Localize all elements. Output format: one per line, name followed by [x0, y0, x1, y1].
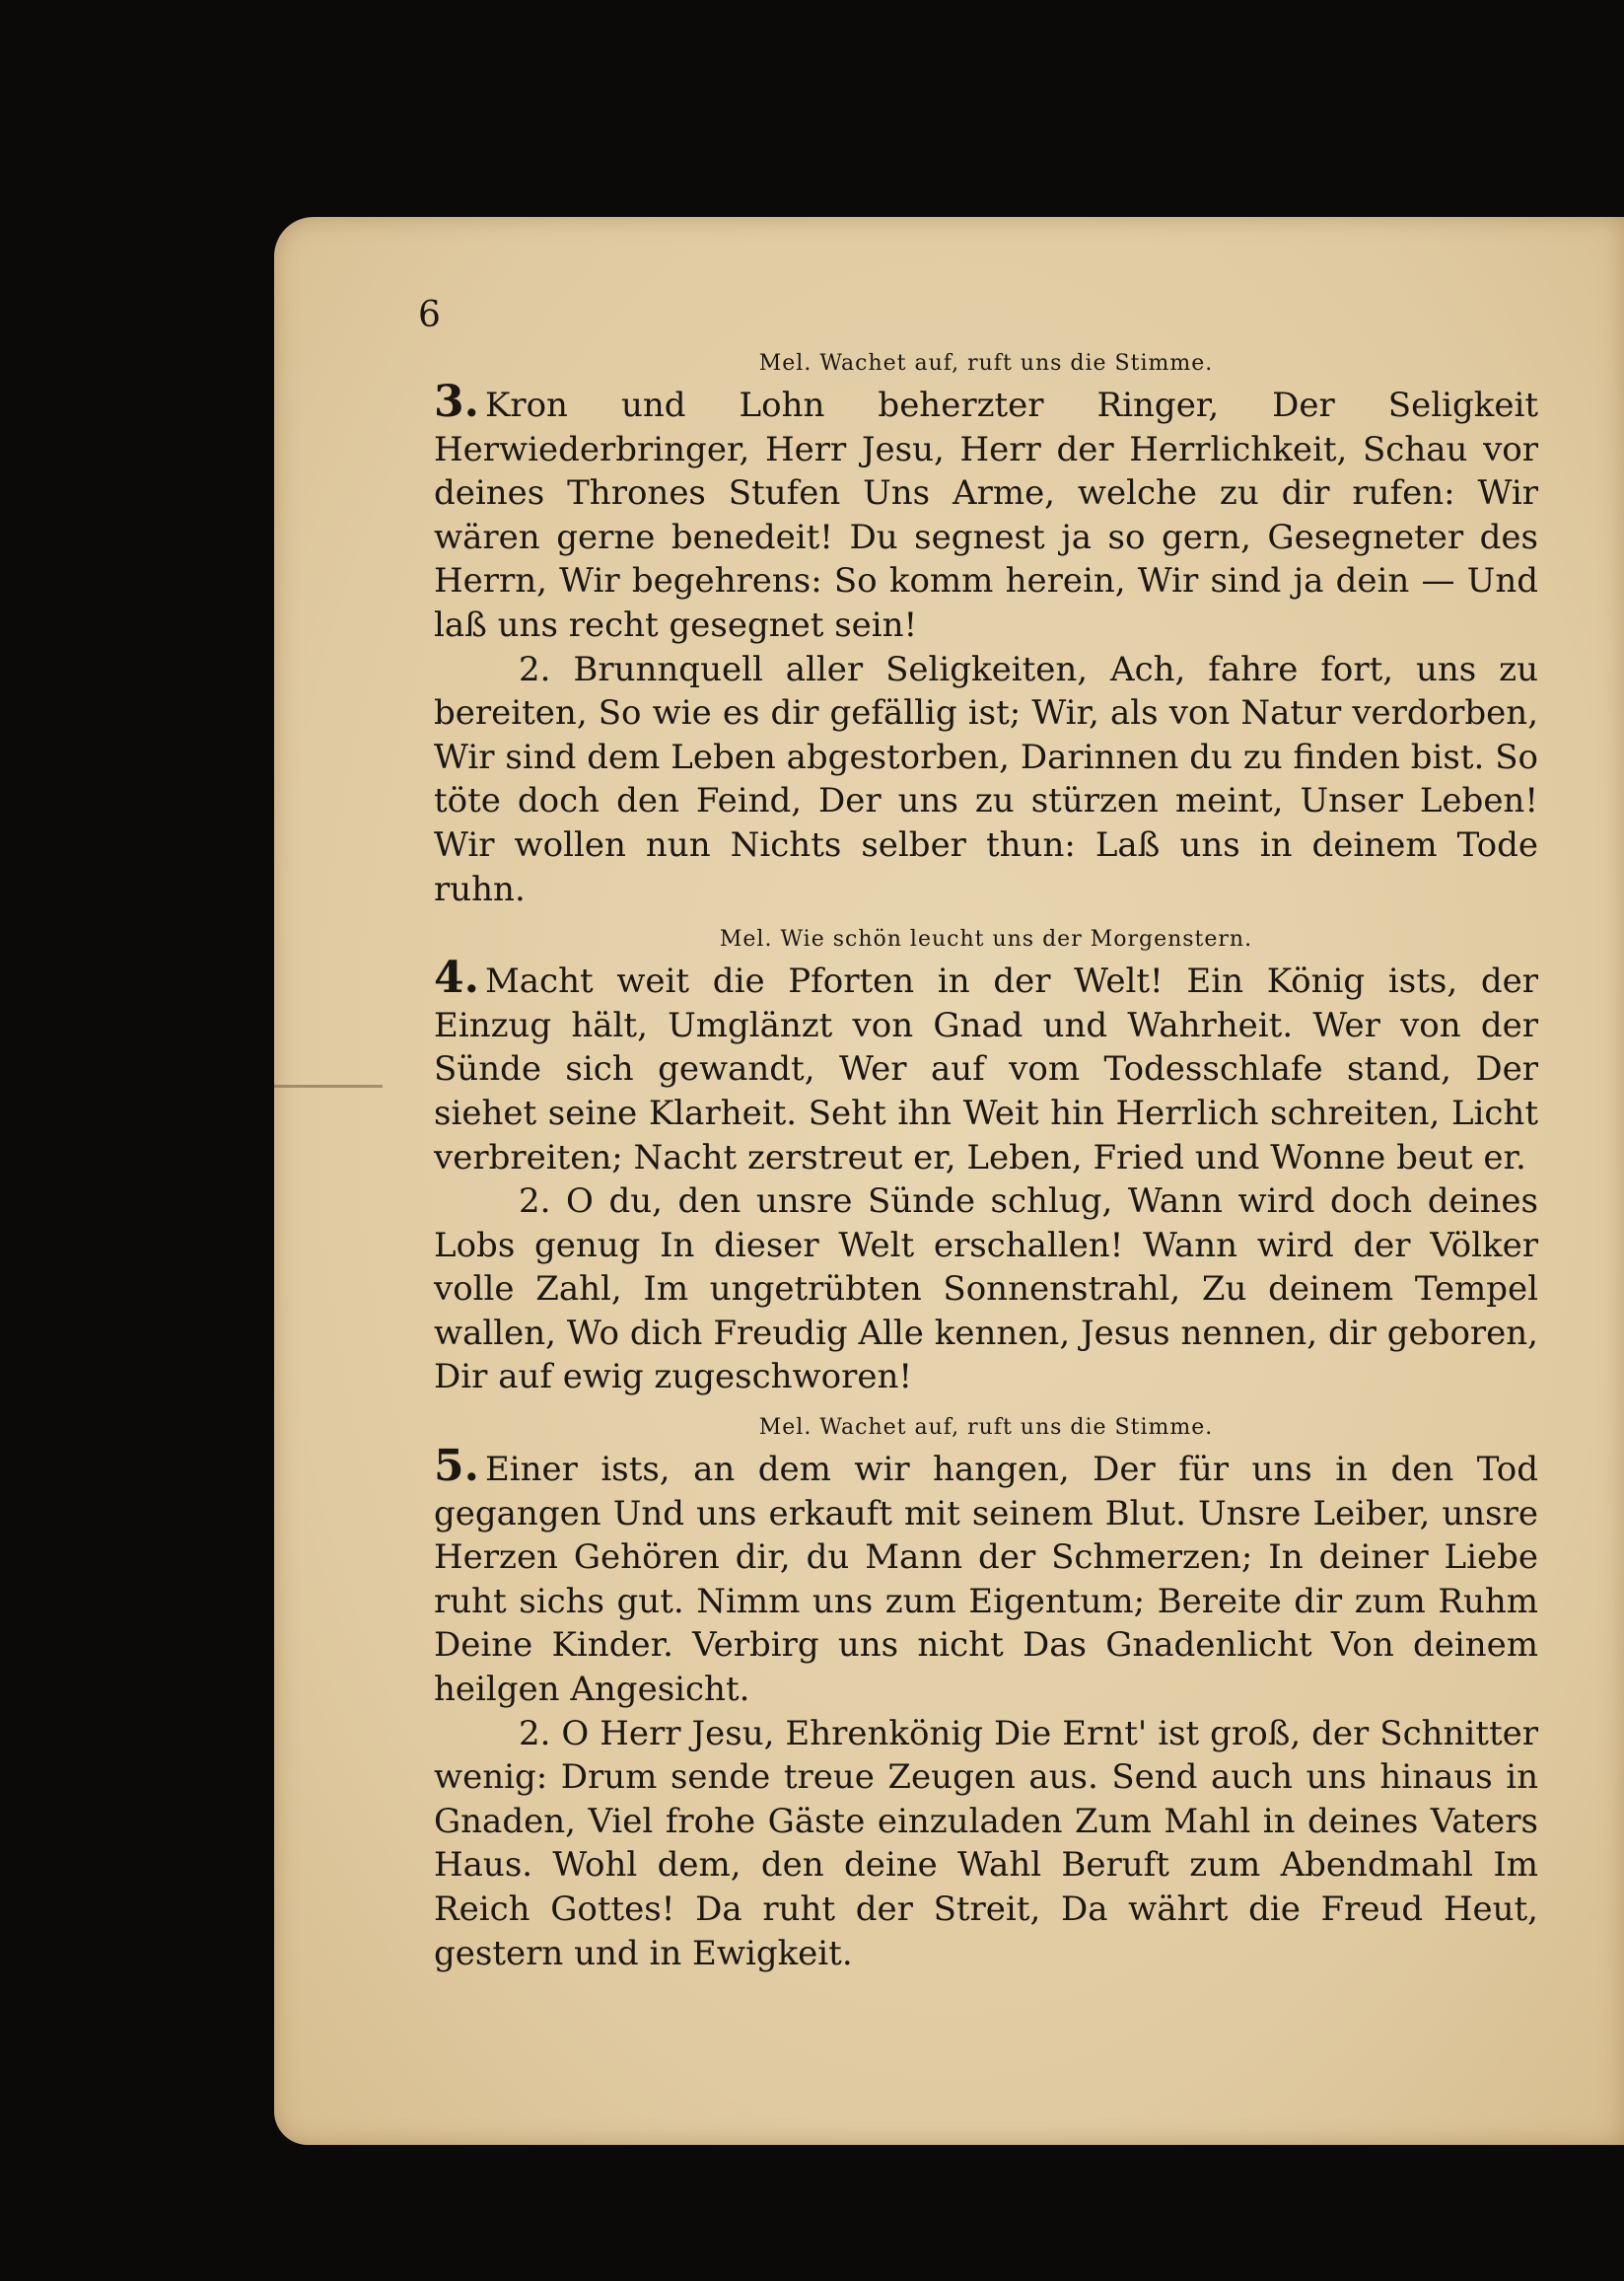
page-text — [418, 286, 1538, 1975]
verse-text — [434, 377, 1538, 648]
melody-line: Mel. Wachet auf, ruft uns die Stimme. — [758, 1415, 1214, 1441]
verse-text — [434, 1441, 1538, 1712]
stanza-1: Kron und Lohn beherzter Ringer, Der Seligkeit Herwiederbringer, Herr Jesu, Herr der Herrlichkeit, Schau vor deines Thrones Stufen Uns Arme, welche zu dir rufen: Wir wären gerne benedeit! Du segnest ja so gern, Gesegneter des Herrn, Wir begehrens: So komm herein, Wir sind ja dein — Und laß uns recht gesegnet sein! — [434, 386, 1538, 645]
verse-number: 4. — [434, 953, 479, 1004]
hymn-section-5 — [434, 1411, 1538, 1975]
melody-line: Mel. Wachet auf, ruft uns die Stimme. — [758, 351, 1214, 376]
verse-text — [434, 953, 1538, 1179]
stanza-1: Einer ists, an dem wir hangen, Der für uns in den Tod gegangen Und uns erkauft mit seinem Blut. Unsre Leiber, unsre Herzen Gehören dir, du Mann der Schmerzen; In deiner Liebe ruht sichs gut. Nimm uns zum Eigentum; Bereite dir zum Ruhm Deine Kinder. Verbirg uns nicht Das Gnadenlicht Von deinem heilgen Angesicht. — [434, 1450, 1538, 1710]
hymn-section-3 — [434, 347, 1538, 911]
stanza-2: 2. O Herr Jesu, Ehrenkönig Die Ernt' ist groß, der Schnitter wenig: Drum sende treue Zeugen aus. Send auch uns hinaus in Gnaden, Viel frohe Gäste einzuladen Zum Mahl in deines Vaters Haus. Wohl dem, den deine Wahl Beruft zum Abendmahl Im Reich Gottes! Da ruht der Streit, Da währt die Freud Heut, gestern und in Ewigkeit. — [434, 1713, 1538, 1973]
stanza-2: 2. O du, den unsre Sünde schlug, Wann wird doch deines Lobs genug In dieser Welt erschallen! Wann wird der Völker volle Zahl, Im ungetrübten Sonnenstrahl, Zu deinem Tempel wallen, Wo dich Freudig Alle kennen, Jesus nennen, dir geboren, Dir auf ewig zugeschworen! — [434, 1181, 1538, 1397]
hymn-section-4 — [434, 923, 1538, 1399]
melody-line: Mel. Wie schön leucht uns der Morgenstern. — [719, 927, 1253, 953]
page-fold-mark — [274, 1085, 383, 1088]
stanza-1: Macht weit die Pforten in der Welt! Ein König ists, der Einzug hält, Umglänzt von Gnad und Wahrheit. Wer von der Sünde sich gewandt, Wer auf vom Todesschlafe stand, Der siehet seine Klarheit. Seht ihn Weit hin Herrlich schreiten, Licht verbreiten; Nacht zerstreut er, Leben, Fried und Wonne beut er. — [434, 962, 1538, 1177]
stanza-2: 2. Brunnquell aller Seligkeiten, Ach, fahre fort, uns zu bereiten, So wie es dir gefällig ist; Wir, als von Natur verdorben, Wir sind dem Leben abgestorben, Darinnen du zu finden bist. So töte doch den Feind, Der uns zu stürzen meint, Unser Leben! Wir wollen nun Nichts selber thun: Laß uns in deinem Tode ruhn. — [434, 649, 1538, 909]
verse-number: 5. — [434, 1441, 479, 1492]
verse-number: 3. — [434, 377, 479, 427]
page-number: 6 — [418, 295, 441, 335]
